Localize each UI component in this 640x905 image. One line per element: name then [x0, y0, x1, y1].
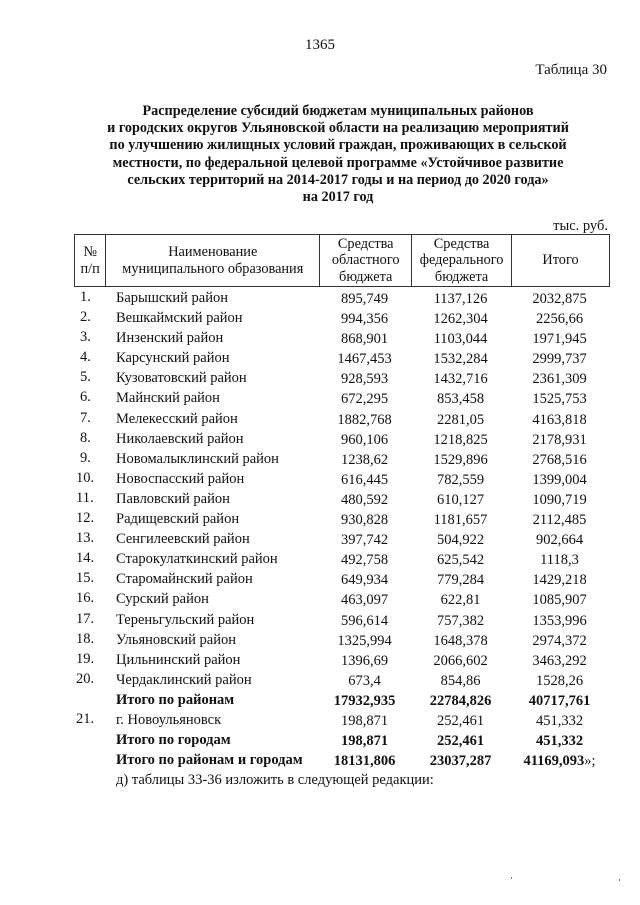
header-federal-budget: Средства федерального бюджета — [412, 235, 512, 287]
units-label: тыс. руб. — [553, 218, 608, 234]
table-row: 15. Старомайнский район 649,934 779,284 1429,218 — [76, 570, 587, 589]
table-row: 16. Сурский район 463,097 622,81 1085,907 — [76, 590, 587, 609]
scan-speck — [619, 879, 620, 881]
title-line: сельских территорий на 2014-2017 годы и на период до 2020 года» — [127, 171, 549, 188]
title-line: по улучшению жилищных условий граждан, проживающих в сельской — [109, 137, 567, 154]
grand-total-row: Итого по районам и городам 18131,806 23037,287 41169,093»; — [116, 752, 596, 770]
scan-speck — [511, 877, 512, 879]
table-row: 19. Цильнинский район 1396,69 2066,602 3463,292 — [76, 650, 587, 669]
table-row: 14. Старокулаткинский район 492,758 625,542 1118,3 — [76, 550, 579, 569]
amendment-note: д) таблицы 33-36 изложить в следующей редакции: — [116, 772, 434, 788]
table-row: 17. Тереньгульский район 596,614 757,382 1353,996 — [76, 610, 587, 629]
table-row: 1. Барышский район 895,749 1137,126 2032,875 — [80, 289, 587, 307]
title-line: и городских округов Ульяновской области на реализацию мероприятий — [107, 120, 569, 137]
grand-total-value: 41169,093 — [523, 753, 585, 770]
document-title — [80, 103, 596, 206]
table-label: Таблица 30 — [535, 62, 607, 78]
table-row: 5. Кузоватовский район 928,593 1432,716 2361,309 — [80, 369, 587, 388]
table-row: 20. Чердаклинский район 673,4 854,86 1528,26 — [76, 670, 584, 689]
table-body — [74, 289, 634, 771]
table-row: 18. Ульяновский район 1325,994 1648,378 2974,372 — [76, 630, 587, 649]
page-number: 1365 — [305, 37, 335, 53]
table-row: 2. Вешкаймский район 994,356 1262,304 2256,66 — [80, 309, 584, 328]
table-header — [74, 234, 610, 287]
table-row: 11. Павловский район 480,592 610,127 1090,719 — [76, 489, 587, 508]
subtotal-cities-row: Итого по городам 198,871 252,461 451,332 — [116, 732, 584, 750]
table-row: 3. Инзенский район 868,901 1103,044 1971,945 — [80, 329, 587, 348]
city-row: 21. г. Новоульяновск 198,871 252,461 451,332 — [76, 710, 584, 729]
header-regional-budget: Средства областного бюджета — [320, 235, 412, 287]
header-num: № п/п — [75, 235, 106, 287]
table-row: 6. Майнский район 672,295 853,458 1525,753 — [80, 389, 587, 408]
closing-quote: »; — [584, 753, 596, 770]
title-line: местности, по федеральной целевой программе «Устойчивое развитие — [112, 154, 564, 171]
subtotal-districts-row: Итого по районам 17932,935 22784,826 40717,761 — [116, 691, 591, 709]
header-name: Наименование муниципального образования — [106, 235, 320, 287]
table-row: 9. Новомалыклинский район 1238,62 1529,896 2768,516 — [80, 449, 587, 468]
table-row: 8. Николаевский район 960,106 1218,825 2178,931 — [80, 429, 587, 448]
title-line: Распределение субсидий бюджетам муниципальных районов — [142, 103, 534, 119]
table-row: 4. Карсунский район 1467,453 1532,284 2999,737 — [80, 349, 587, 368]
header-total: Итого — [512, 235, 610, 287]
table-row: 7. Мелекесский район 1882,768 2281,05 4163,818 — [80, 409, 587, 428]
table-row: 10. Новоспасский район 616,445 782,559 1399,004 — [76, 469, 587, 488]
table-row: 12. Радищевский район 930,828 1181,657 2112,485 — [76, 510, 587, 529]
table-row: 13. Сенгилеевский район 397,742 504,922 902,664 — [76, 530, 584, 549]
title-line: на 2017 год — [302, 189, 374, 206]
